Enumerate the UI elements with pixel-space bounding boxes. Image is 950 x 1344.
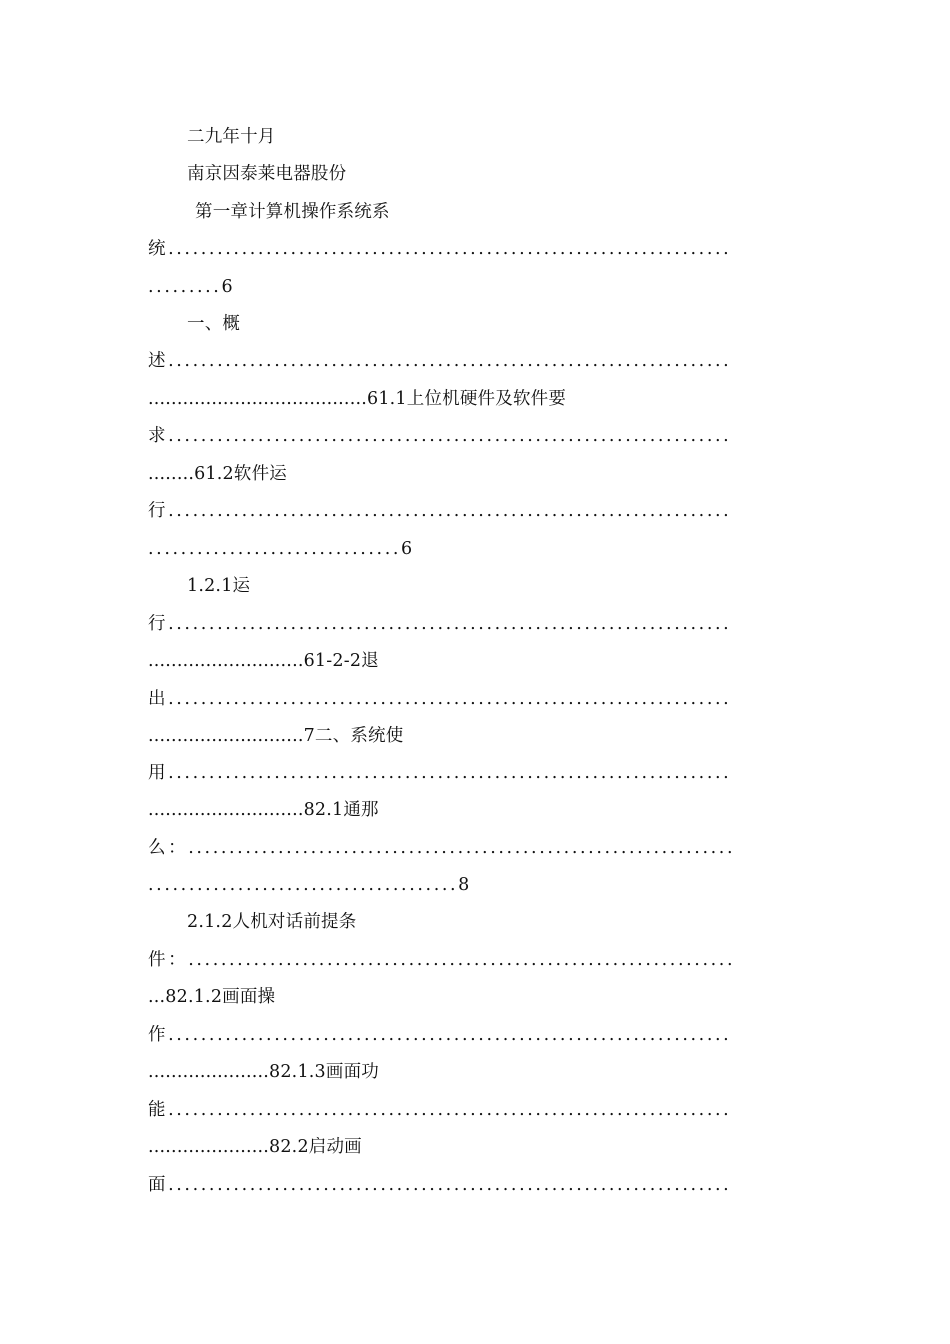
- toc-line-4: 一、概: [187, 314, 241, 334]
- header-date: 二九年十月: [187, 127, 276, 147]
- toc-line-6: ......................................61.1上位机硬件及软件要: [148, 389, 567, 409]
- toc-line-26: .....................82.2启动画: [148, 1137, 362, 1157]
- toc-line-22: ...82.1.2画面操: [148, 987, 276, 1007]
- toc-line-2: 统.....................................................................: [148, 239, 732, 259]
- toc-line-24: .....................82.1.3画面功: [148, 1062, 379, 1082]
- toc-line-9: 行.....................................................................: [148, 501, 732, 521]
- toc-line-3: .........6: [148, 277, 236, 297]
- toc-line-19: ......................................8: [148, 875, 472, 895]
- toc-line-12: 行.....................................................................: [148, 614, 732, 634]
- toc-line-11: 1.2.1运: [187, 576, 251, 596]
- toc-line-25: 能.....................................................................: [148, 1100, 732, 1120]
- toc-line-21: 件：...................................................................: [148, 950, 736, 970]
- header-company: 南京因泰莱电器股份: [187, 164, 347, 184]
- toc-line-14: 出.....................................................................: [148, 689, 732, 709]
- toc-line-20: 2.1.2人机对话前提条: [187, 912, 357, 932]
- toc-line-16: 用.....................................................................: [148, 763, 732, 783]
- toc-line-5: 述.....................................................................: [148, 351, 732, 371]
- toc-line-10: ...............................6: [148, 539, 415, 559]
- toc-line-8: ........61.2软件运: [148, 464, 287, 484]
- toc-line-23: 作.....................................................................: [148, 1025, 732, 1045]
- toc-line-13: ...........................61-2-2退: [148, 651, 379, 671]
- toc-line-17: ...........................82.1通那: [148, 800, 379, 820]
- toc-line-1: 第一章计算机操作系统系: [195, 202, 390, 222]
- toc-line-18: 么：...................................................................: [148, 838, 736, 858]
- toc-line-7: 求.....................................................................: [148, 426, 732, 446]
- toc-line-15: ...........................7二、系统使: [148, 726, 404, 746]
- toc-line-27: 面.....................................................................: [148, 1175, 732, 1195]
